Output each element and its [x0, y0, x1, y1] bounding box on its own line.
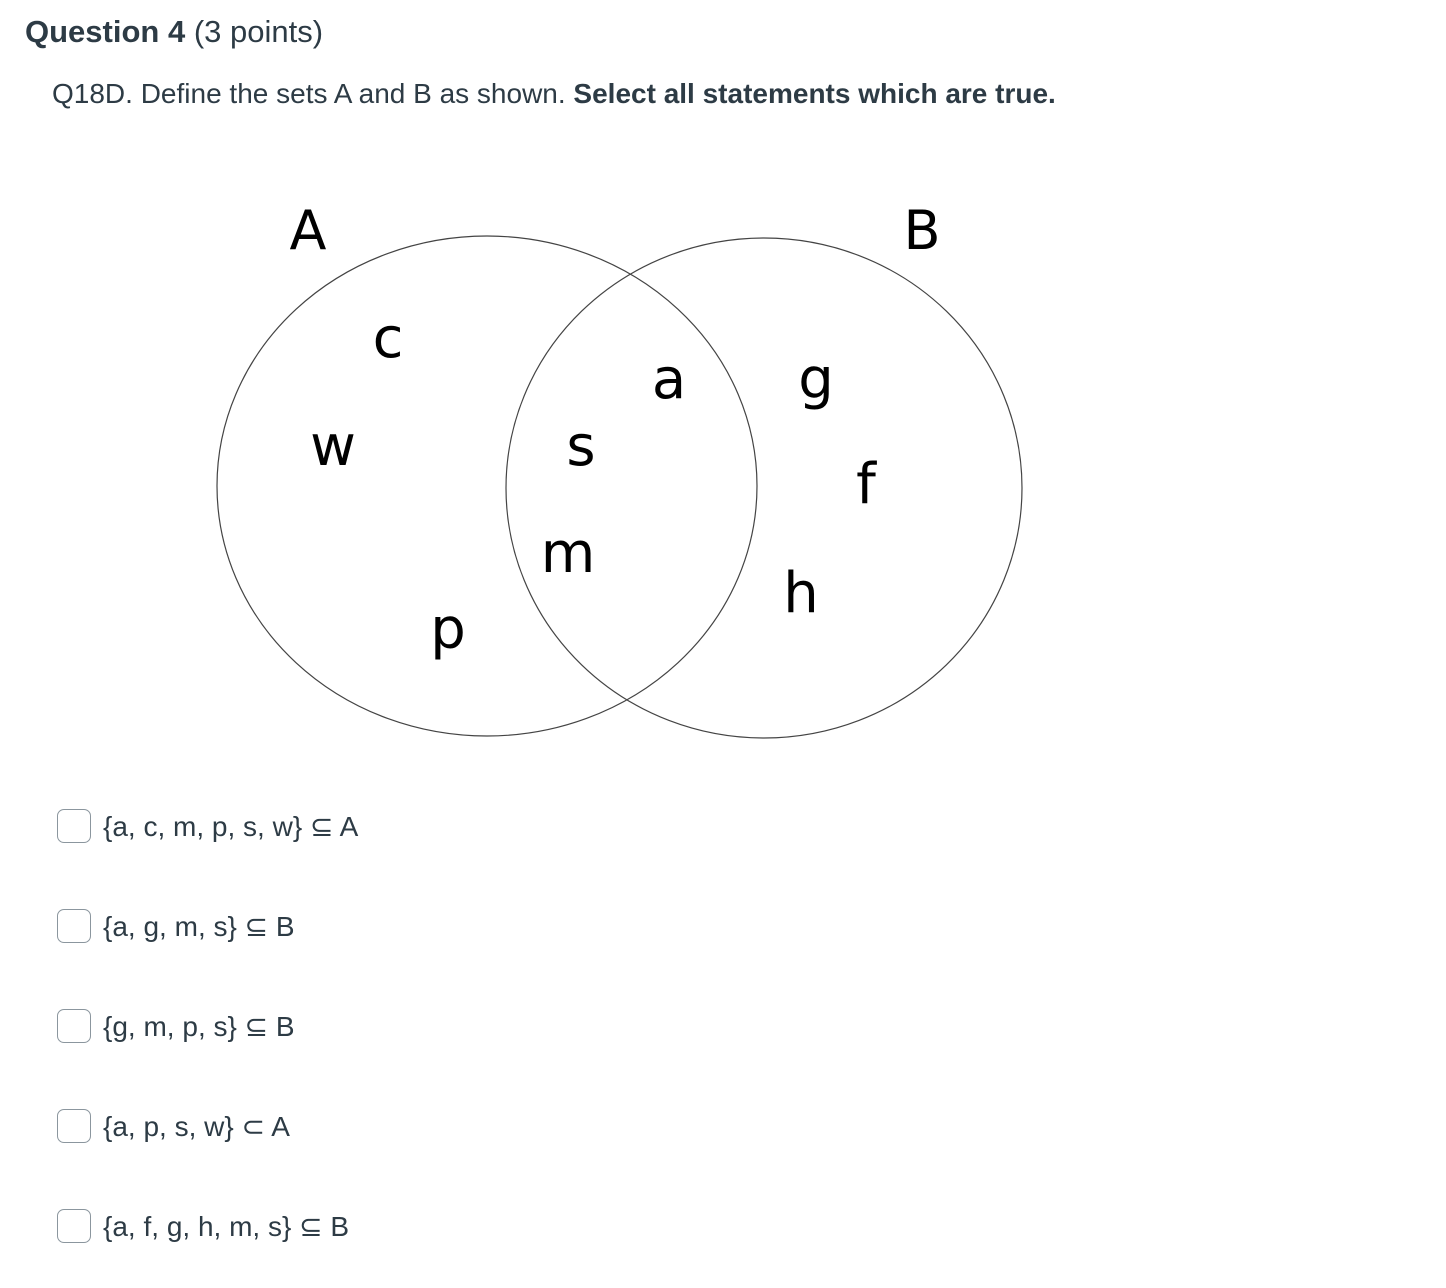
- prompt-instruction: Select all statements which are true.: [573, 78, 1056, 109]
- element-a: a: [651, 347, 687, 412]
- question-points: (3 points): [193, 14, 324, 49]
- prompt-text: Q18D. Define the sets A and B as shown.: [52, 78, 574, 109]
- option-1-checkbox[interactable]: [57, 809, 91, 843]
- element-w: w: [310, 414, 356, 479]
- option-2[interactable]: [57, 906, 295, 946]
- element-c: c: [372, 306, 404, 371]
- set-a-label: A: [289, 199, 327, 262]
- option-2-checkbox[interactable]: [57, 909, 91, 943]
- option-3-label[interactable]: {g, m, p, s} ⊆ B: [103, 1010, 295, 1042]
- option-4[interactable]: [57, 1106, 290, 1146]
- question-title: Question 4: [25, 14, 186, 49]
- option-5-checkbox[interactable]: [57, 1209, 91, 1243]
- option-1[interactable]: [57, 806, 358, 846]
- option-1-label[interactable]: {a, c, m, p, s, w} ⊆ A: [103, 810, 359, 842]
- option-3[interactable]: [57, 1006, 295, 1046]
- option-5[interactable]: [57, 1206, 349, 1246]
- option-2-label[interactable]: {a, g, m, s} ⊆ B: [103, 910, 295, 942]
- option-4-label[interactable]: {a, p, s, w} ⊂ A: [103, 1110, 290, 1142]
- set-b-label: B: [903, 199, 941, 262]
- set-a-circle: [217, 236, 757, 736]
- element-p: p: [430, 597, 466, 662]
- option-5-label[interactable]: {a, f, g, h, m, s} ⊆ B: [103, 1210, 350, 1242]
- option-4-checkbox[interactable]: [57, 1109, 91, 1143]
- option-3-checkbox[interactable]: [57, 1009, 91, 1043]
- element-s: s: [566, 414, 596, 479]
- element-m: m: [540, 521, 596, 586]
- element-h: h: [783, 561, 819, 626]
- element-f: f: [856, 452, 876, 517]
- element-g: g: [798, 347, 834, 412]
- set-b-circle: [506, 238, 1022, 738]
